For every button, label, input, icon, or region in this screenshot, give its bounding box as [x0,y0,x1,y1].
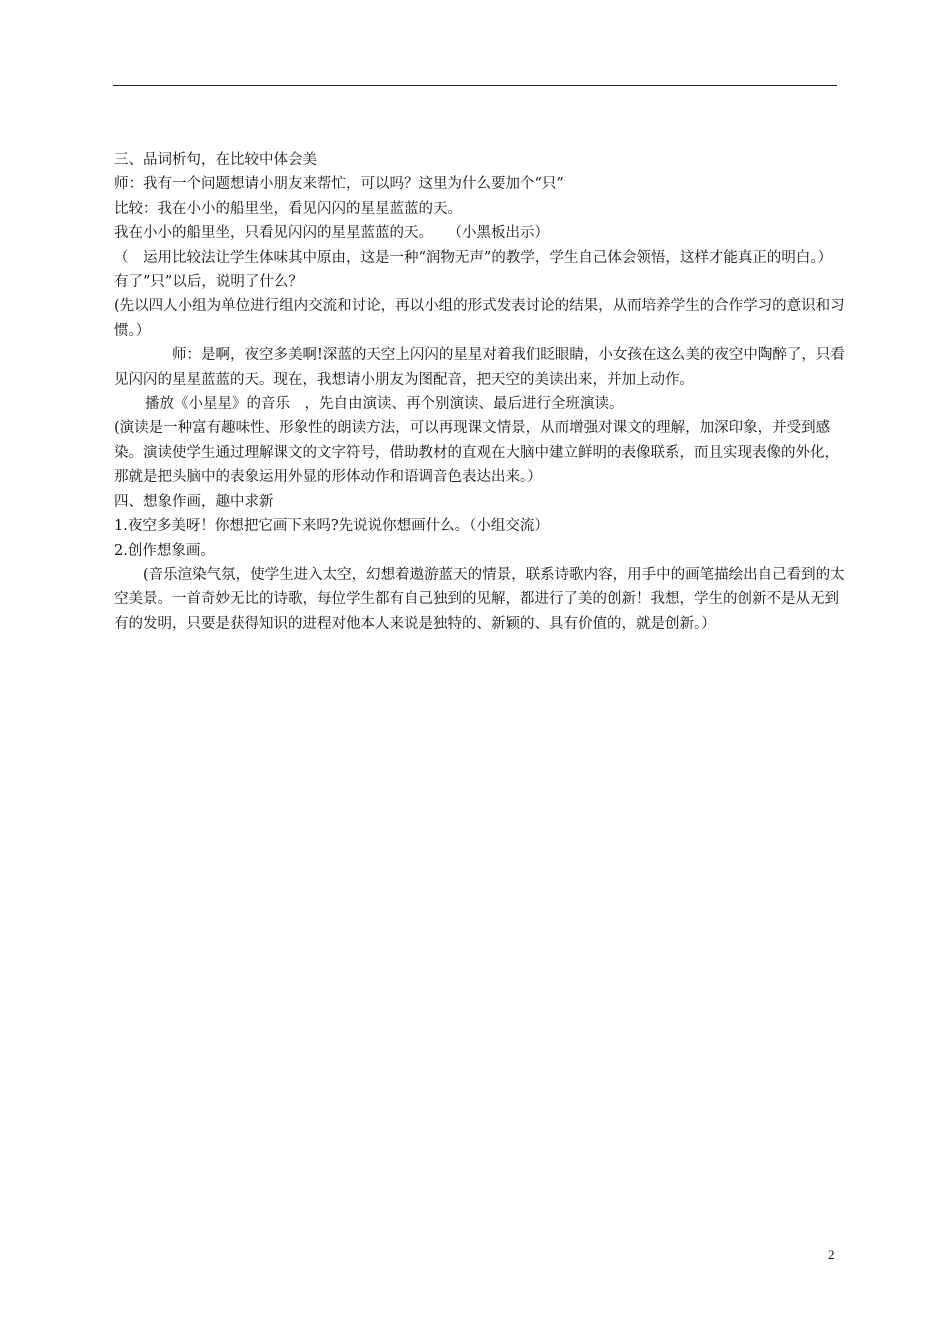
teacher-night-sky: 师：是啊，夜空多美啊!深蓝的天空上闪闪的星星对着我们眨眼睛，小女孩在这么美的夜空中陶醉了，只看见闪闪的星星蓝蓝的天。现在，我想请小朋友为图配音，把天空的美读出来，并加上动作。 [114,347,845,388]
section-4-item-2: 2.创作想象画。 [114,542,215,559]
section-4-heading: 四、想象作画，趣中求新 [114,493,274,510]
header-rule [113,85,837,86]
note-comparison-method: （ 运用比较法让学生体味其中原由，这是一种“润物无声”的教学，学生自己体会领悟，这样才能真正的明白。） [114,249,833,266]
comparison-sentence-b: 我在小小的船里坐，只看见闪闪的星星蓝蓝的天。 （小黑板出示） [114,225,549,242]
note-music-creation: (音乐渲染气氛，使学生进入太空，幻想着遨游蓝天的情景，联系诗歌内容，用手中的画笔描绘出自己看到的太空美景。一首奇妙无比的诗歌，每位学生都有自己独到的见解，都进行了美的创新！我想，学生的创新不是从无到有的发明，只要是获得知识的进程对他本人来说是独特的、新颖的、具有价值的，就是创新。） [114,566,845,632]
play-music-instruction: 播放《小星星》的音乐 ，先自由演读、再个别演读、最后进行全班演读。 [145,396,624,413]
question-zhi: 有了”只”以后，说明了什么？ [114,274,303,291]
section-3-heading: 三、品词析句，在比较中体会美 [114,152,317,168]
teacher-question: 师：我有一个问题想请小朋友来帮忙，可以吗？这里为什么要加个“只” [114,176,564,193]
note-performance-reading: (演读是一种富有趣味性、形象性的朗读方法，可以再现课文情景，从而增强对课文的理解，加深印象，并受到感染。演读使学生通过理解课文的文字符号，借助教材的直观在大脑中建立鲜明的表像联系，而且实现表像的外化，那就是把头脑中的表象运用外显的形体动作和语调音色表达出来。） [114,420,839,486]
page-number: 2 [828,1247,835,1262]
note-group-discussion: (先以四人小组为单位进行组内交流和讨论，再以小组的形式发表讨论的结果，从而培养学生的合作学习的意识和习惯。） [114,298,845,339]
section-4-item-1: 1.夜空多美呀！你想把它画下来吗?先说说你想画什么。（小组交流） [114,518,549,535]
document-body [114,148,846,636]
comparison-sentence-a: 比较：我在小小的船里坐，看见闪闪的星星蓝蓝的天。 [114,200,462,217]
